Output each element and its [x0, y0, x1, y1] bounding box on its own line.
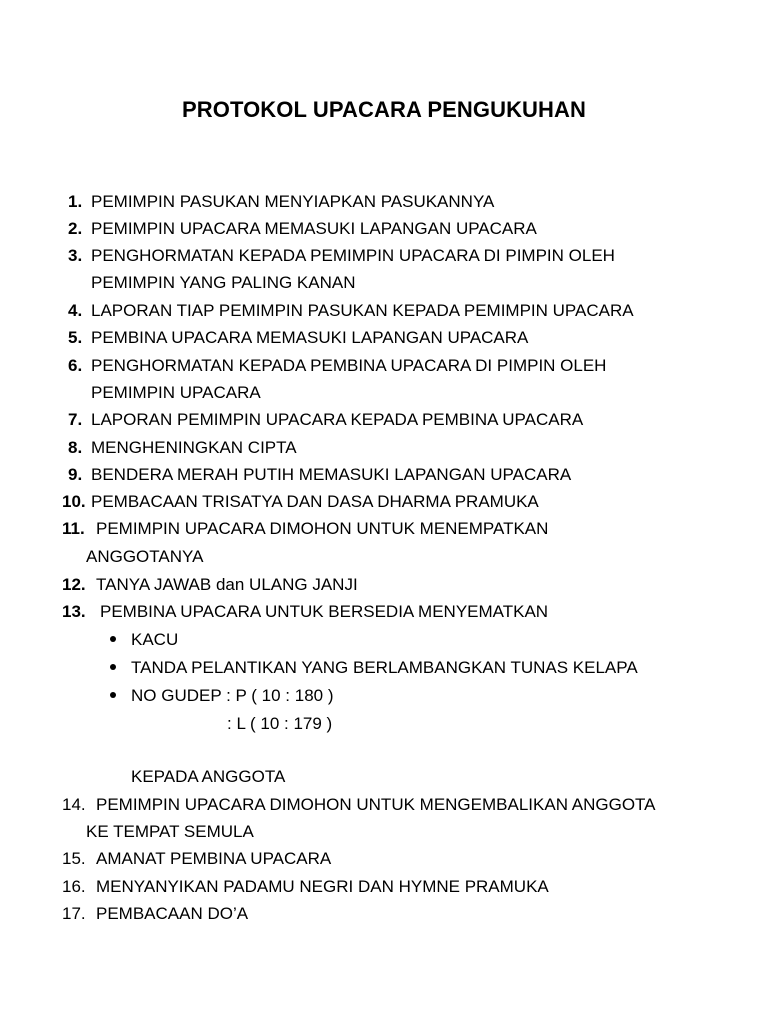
list-item: PEMIMPIN PASUKAN MENYIAPKAN PASUKANNYA [91, 192, 495, 211]
list-item: PEMBINA UPACARA MEMASUKI LAPANGAN UPACARA [91, 328, 529, 347]
list-item: PENGHORMATAN KEPADA PEMIMPIN UPACARA DI PIMPIN OLEH [91, 246, 615, 265]
list-item: TANYA JAWAB dan ULANG JANJI [96, 575, 358, 594]
bullet-dot [110, 692, 116, 698]
list-item: PEMBACAAN DO’A [96, 904, 249, 923]
item-number: 9. [68, 465, 83, 484]
item-number: 1. [68, 192, 83, 211]
item-number: 15. [62, 849, 86, 868]
item-number: 2. [68, 219, 83, 238]
item-number: 8. [68, 438, 83, 457]
list-item: PEMBINA UPACARA UNTUK BERSEDIA MENYEMATKAN [100, 602, 549, 621]
item-number: 5. [68, 328, 83, 347]
bullet-dot [110, 636, 116, 642]
bullet-item-continuation: : L ( 10 : 179 ) [227, 714, 333, 733]
list-item-continuation: KE TEMPAT SEMULA [86, 822, 254, 841]
list-item: AMANAT PEMBINA UPACARA [96, 849, 332, 868]
bullet-item: TANDA PELANTIKAN YANG BERLAMBANGKAN TUNAS KELAPA [131, 658, 638, 677]
bullet-item: KACU [131, 630, 179, 649]
item-number: 14. [62, 795, 86, 814]
list-item: PEMIMPIN UPACARA MEMASUKI LAPANGAN UPACARA [91, 219, 537, 238]
item-number: 7. [68, 410, 83, 429]
item-number: 6. [68, 356, 83, 375]
list-item: PEMIMPIN UPACARA DIMOHON UNTUK MENGEMBALIKAN ANGGOTA [96, 795, 656, 814]
list-item: LAPORAN TIAP PEMIMPIN PASUKAN KEPADA PEMIMPIN UPACARA [91, 301, 634, 320]
bullet-dot [110, 664, 116, 670]
list-item-continuation: PEMIMPIN YANG PALING KANAN [91, 273, 356, 292]
item-number: 11. [62, 519, 85, 538]
page-title: PROTOKOL UPACARA PENGUKUHAN [181, 97, 587, 122]
item-number: 10. [62, 492, 86, 511]
list-item: BENDERA MERAH PUTIH MEMASUKI LAPANGAN UPACARA [91, 465, 572, 484]
item-number: 16. [62, 877, 86, 896]
bullet-item: NO GUDEP : P ( 10 : 180 ) [131, 686, 334, 705]
item-number: 12. [62, 575, 86, 594]
list-item: MENGHENINGKAN CIPTA [91, 438, 297, 457]
list-item: PENGHORMATAN KEPADA PEMBINA UPACARA DI PIMPIN OLEH [91, 356, 607, 375]
item-number: 13. [62, 602, 86, 621]
list-item: MENYANYIKAN PADAMU NEGRI DAN HYMNE PRAMUKA [96, 877, 549, 896]
item-number: 3. [68, 246, 83, 265]
item-number: 17. [62, 904, 86, 923]
list-item: LAPORAN PEMIMPIN UPACARA KEPADA PEMBINA UPACARA [91, 410, 584, 429]
list-item: PEMIMPIN UPACARA DIMOHON UNTUK MENEMPATKAN [96, 519, 549, 538]
list-item-continuation: PEMIMPIN UPACARA [91, 383, 261, 402]
list-item-continuation: ANGGOTANYA [86, 547, 204, 566]
kepada-anggota-text: KEPADA ANGGOTA [131, 767, 286, 786]
list-item: PEMBACAAN TRISATYA DAN DASA DHARMA PRAMUKA [91, 492, 539, 511]
item-number: 4. [68, 301, 83, 320]
